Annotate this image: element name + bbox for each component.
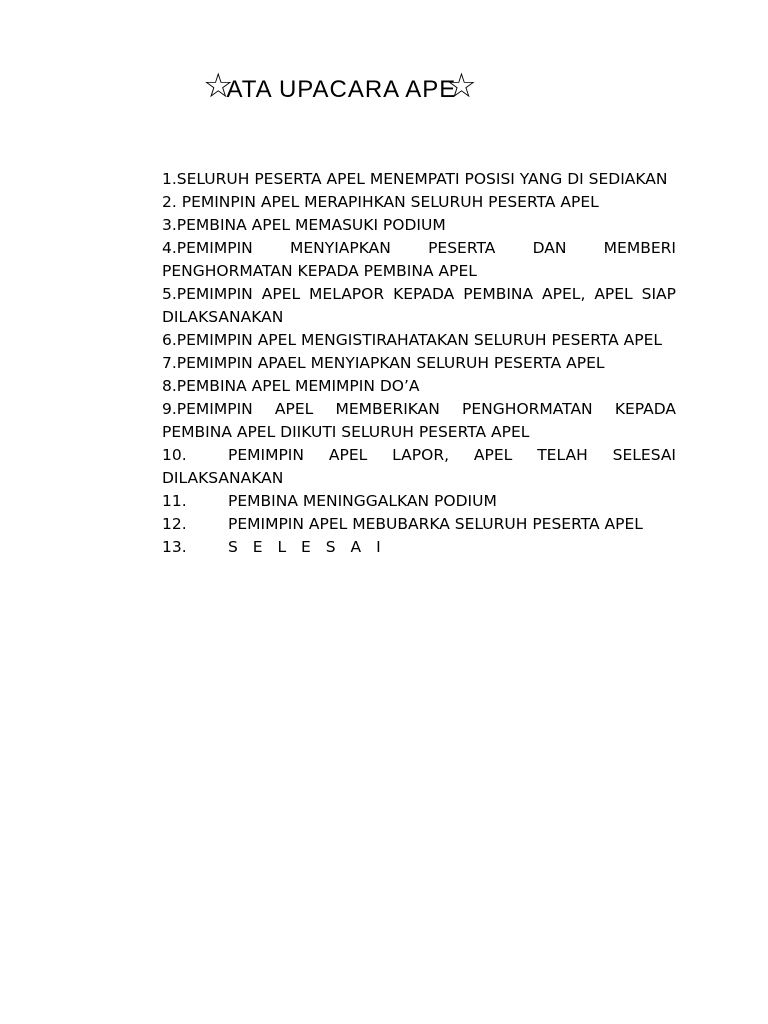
page-title-text: ATA UPACARA APE xyxy=(226,76,457,103)
item-number: 1. xyxy=(162,170,177,188)
item-text: PEMIMPIN APEL LAPOR, APEL TELAH SELESAI DILAKSANAKAN xyxy=(162,446,676,487)
list-item xyxy=(162,214,676,237)
item-text: PEMINPIN APEL MERAPIHKAN SELURUH PESERTA APEL xyxy=(181,193,599,211)
item-number: 9. xyxy=(162,400,177,418)
item-text: PEMBINA MENINGGALKAN PODIUM xyxy=(228,492,497,510)
list-item xyxy=(162,237,676,283)
item-number: 12. xyxy=(162,515,187,533)
item-text: S E L E S A I xyxy=(228,538,386,556)
list-item xyxy=(162,536,676,559)
item-number: 10. xyxy=(162,446,187,464)
item-text: PEMIMPIN APEL MEBUBARKA SELURUH PESERTA APEL xyxy=(228,515,643,533)
item-number: 8. xyxy=(162,377,177,395)
page-title xyxy=(203,68,478,108)
item-text: PEMIMPIN APAEL MENYIAPKAN SELURUH PESERTA APEL xyxy=(176,354,605,372)
list-item xyxy=(162,329,676,352)
star-icon: ☆ xyxy=(446,66,478,106)
item-text: PEMIMPIN APEL MEMBERIKAN PENGHORMATAN KEPADA PEMBINA APEL DIIKUTI SELURUH PESERTA APEL xyxy=(162,400,676,441)
list-item xyxy=(162,168,676,191)
item-text: PEMIMPIN MENYIAPKAN PESERTA DAN MEMBERI PENGHORMATAN KEPADA PEMBINA APEL xyxy=(162,239,676,280)
item-text: PEMIMPIN APEL MENGISTIRAHATAKAN SELURUH PESERTA APEL xyxy=(176,331,663,349)
item-number: 2. xyxy=(162,193,182,211)
item-number: 3. xyxy=(162,216,177,234)
item-text: PEMIMPIN APEL MELAPOR KEPADA PEMBINA APEL, APEL SIAP DILAKSANAKAN xyxy=(162,285,676,326)
list-item xyxy=(162,375,676,398)
list-item xyxy=(162,191,676,214)
item-number: 7. xyxy=(162,354,177,372)
list-item xyxy=(162,352,676,375)
item-number: 4. xyxy=(162,239,177,257)
item-number: 6. xyxy=(162,331,177,349)
ceremony-steps-list xyxy=(162,168,676,559)
item-number: 5. xyxy=(162,285,177,303)
item-number: 11. xyxy=(162,492,187,510)
list-item xyxy=(162,398,676,444)
list-item xyxy=(162,490,676,513)
star-icon: ☆ xyxy=(203,66,235,106)
list-item xyxy=(162,283,676,329)
item-text: PEMBINA APEL MEMIMPIN DO’A xyxy=(176,377,420,395)
item-number: 13. xyxy=(162,538,187,556)
item-text: PEMBINA APEL MEMASUKI PODIUM xyxy=(176,216,446,234)
item-text: SELURUH PESERTA APEL MENEMPATI POSISI YANG DI SEDIAKAN xyxy=(176,170,668,188)
list-item xyxy=(162,513,676,536)
list-item xyxy=(162,444,676,490)
